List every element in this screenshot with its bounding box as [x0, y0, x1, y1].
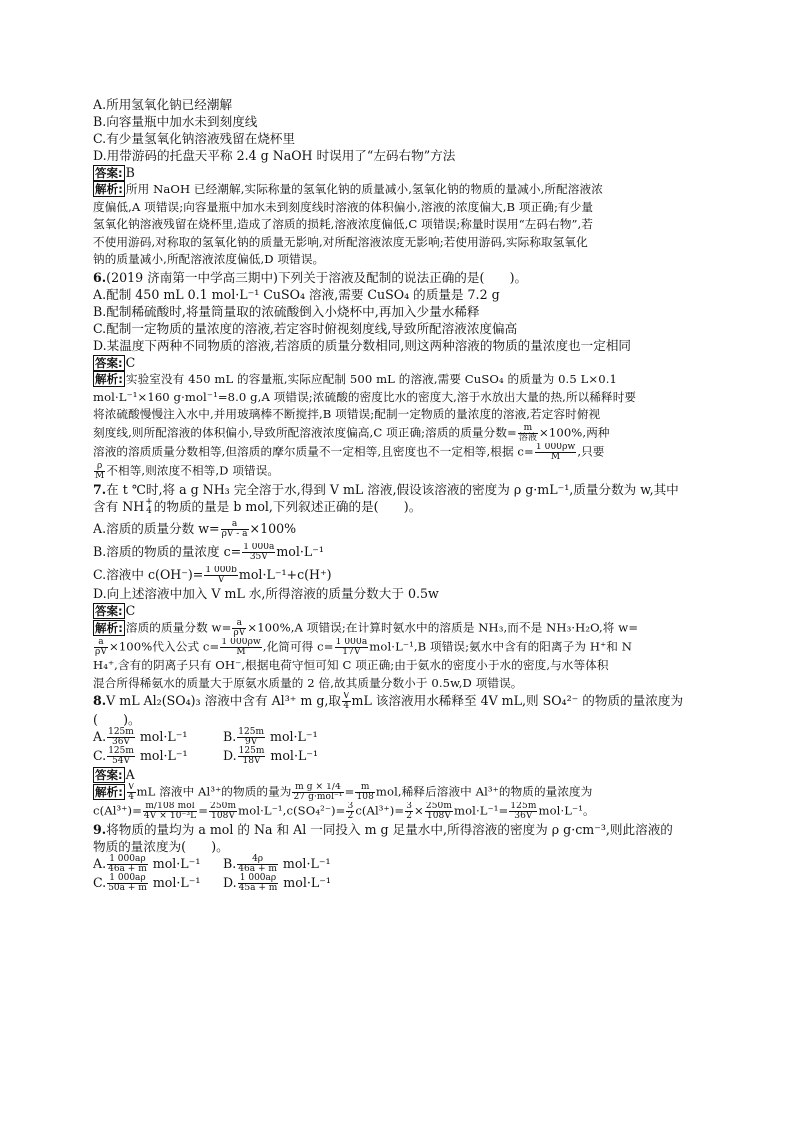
- frac-num: m: [355, 783, 374, 793]
- q7-explanation: [93, 619, 705, 692]
- q6-explanation: [93, 371, 705, 481]
- frac-den: 35V: [249, 552, 268, 563]
- frac-num: 1 000a: [243, 543, 275, 553]
- fraction: [342, 692, 351, 711]
- explanation-label: 解析:: [95, 371, 123, 386]
- option-label: D.: [223, 748, 237, 764]
- q8-expl-text: =: [198, 803, 209, 818]
- frac-den: 36V: [514, 811, 533, 822]
- explanation-label: 解析:: [95, 784, 123, 799]
- frac-den: 45a + m: [238, 883, 278, 894]
- answer-label: 答案:: [95, 604, 123, 619]
- q6-expl-text: 刻度线,则所配溶液的体积偏小,导致所配溶液浓度偏高,C 项正确;溶质的质量分数=: [93, 425, 517, 440]
- fraction: [405, 802, 413, 821]
- q6-expl-line: mol·L⁻¹×160 g·mol⁻¹=8.0 g,A 项错误;浓硫酸的密度比水的密度大,溶于水放出大量的热,所以稀释时要: [93, 389, 637, 404]
- q8-expl-line: [93, 802, 705, 821]
- q8-option-a: [93, 728, 223, 747]
- q5-expl-line: 所用 NaOH 已经潮解,实际称量的氢氧化钠的质量减小,氢氧化钠的物质的量减小,所配溶液浓: [125, 182, 603, 196]
- q5-explanation: [93, 181, 705, 269]
- frac-den: ρV: [95, 647, 107, 658]
- q7-option-b: [93, 543, 705, 562]
- frac-num: 4ρ: [237, 855, 278, 865]
- q6-expl-text: ,只要: [577, 444, 605, 459]
- frac-den: 溶液: [518, 432, 538, 443]
- ion-charge: + 4: [145, 497, 153, 517]
- frac-num: m g × 1/4: [292, 783, 343, 793]
- frac-num: 125m: [510, 802, 537, 812]
- q5-expl-line: 度偏低,A 项错误;向容量瓶中加水未到刻度线时溶液的体积偏小,溶液的浓度偏大,B 项正确;有少量: [93, 199, 594, 214]
- frac-den: ρV: [233, 628, 246, 639]
- unit: mol·L⁻¹: [139, 748, 188, 764]
- frac-num: 125m: [238, 746, 265, 757]
- fraction: [107, 747, 135, 766]
- unit: mol·L⁻¹: [283, 875, 331, 891]
- fraction: [107, 855, 148, 874]
- explanation-label: 解析:: [95, 620, 123, 635]
- frac-num: 1 000a: [335, 638, 368, 648]
- q6-expl-line: [93, 462, 705, 481]
- frac-den: M: [95, 470, 105, 481]
- q7-number: 7.: [93, 481, 107, 497]
- frac-den: 9V: [245, 737, 258, 748]
- q9-option-d: [223, 874, 331, 893]
- q8-options-row1: [93, 728, 705, 747]
- frac-den: 108V: [211, 811, 236, 822]
- q7-opt-text: mol·L⁻¹: [276, 544, 324, 560]
- fraction: [238, 874, 279, 893]
- q5-expl-line: 不使用游码,对称取的氢氧化钠的质量无影响,对所配溶液浓度无影响;若使用游码,实际称取氢氧化: [93, 234, 588, 249]
- q7-expl-line: H₄⁺,含有的阴离子只有 OH⁻,根据电荷守恒可知 C 项正确;由于氨水的密度小于水的密度,与水等体积: [93, 658, 609, 673]
- q7-answer: [93, 602, 705, 619]
- q5-answer: [93, 164, 705, 181]
- q8-options-row2: [93, 747, 705, 766]
- q6-expl-line: 将浓硫酸慢慢注入水中,并用玻璃棒不断搅拌,B 项错误;配制一定物质的量浓度的溶液,若定容时俯视: [93, 407, 601, 422]
- frac-num: m: [518, 424, 538, 434]
- q5-option-a: A.所用氢氧化钠已经潮解: [93, 97, 233, 112]
- frac-num: 1 000aρ: [238, 874, 279, 884]
- q8-stem-line2: ( )。: [93, 712, 141, 728]
- q6-expl-line: [93, 424, 705, 443]
- q8-option-b: [223, 728, 318, 747]
- fraction: [346, 802, 354, 821]
- fraction: [221, 520, 249, 539]
- fraction: [94, 462, 105, 481]
- frac-den: V: [217, 575, 225, 586]
- option-label: B.: [223, 729, 237, 745]
- q8-number: 8.: [93, 693, 107, 709]
- q8-stem: [93, 692, 705, 711]
- q6-option-d: D.某温度下两种不同物质的溶液,若溶质的质量分数相同,则这两种溶液的物质的量浓度也一定相同: [93, 337, 632, 353]
- q9-option-a: [93, 855, 223, 874]
- q8-answer-value: A: [125, 767, 135, 783]
- q8-expl-text: =: [344, 784, 355, 799]
- q5-expl-line: 氢氧化钠溶液残留在烧杯里,造成了溶质的损耗,溶液浓度偏低,C 项错误;称量时误用“左码右物”,若: [93, 217, 594, 232]
- frac-den: 50a + m: [108, 883, 147, 894]
- q9-stem-line2: 物质的量浓度为( )。: [93, 839, 229, 855]
- frac-num: a: [232, 619, 246, 629]
- fraction: [237, 728, 265, 747]
- frac-num: V: [343, 692, 350, 702]
- document-page: [93, 96, 705, 893]
- q7-opt-text: C.溶液中 c(OH⁻)=: [93, 567, 204, 583]
- frac-den: 4: [343, 701, 350, 712]
- frac-num: 125m: [108, 746, 134, 757]
- q9-stem-text: 将物质的量均为 a mol 的 Na 和 Al 一同投入 m g 足量水中,所得溶液的密度为 ρ g·cm⁻³,则此溶液的: [106, 822, 673, 838]
- fraction: [143, 802, 197, 821]
- q9-options-row1: [93, 855, 705, 874]
- answer-label: 答案:: [95, 166, 123, 180]
- frac-den: 2: [406, 811, 413, 822]
- option-label: D.: [223, 875, 237, 891]
- q8-stem-text: mL 该溶液用水稀释至 4V mL,则 SO₄²⁻ 的物质的量浓度为: [351, 693, 684, 709]
- q6-expl-text: 不相等,则浓度不相等,D 项错误。: [106, 463, 280, 478]
- q7-expl-text: ×100%,A 项错误;在计算时氨水中的溶质是 NH₃,而不是 NH₃·H₂O,将 w=: [247, 620, 639, 635]
- q5-options: [93, 96, 705, 164]
- unit: mol·L⁻¹: [152, 856, 201, 872]
- q6-answer: [93, 354, 705, 371]
- q7-opt-text: A.溶质的质量分数 w=: [93, 521, 220, 537]
- q6-stem: [93, 269, 705, 286]
- option-label: A.: [93, 729, 107, 745]
- fraction: [335, 638, 369, 657]
- q6-expl-text: 溶液的溶质质量分数相等,但溶质的摩尔质量不一定相等,且密度也不一定相等,根据 c=: [93, 444, 534, 459]
- q7-opt-text: B.溶质的物质的量浓度 c=: [93, 544, 242, 560]
- q8-expl-text: c(Al³⁺)=: [93, 803, 142, 818]
- option-label: B.: [223, 856, 237, 872]
- frac-num: 250m: [425, 802, 452, 812]
- q5-option-c: C.有少量氢氧化钠溶液残留在烧杯里: [93, 131, 296, 146]
- q7-expl-text: 溶质的质量分数 w=: [125, 620, 232, 635]
- option-label: A.: [93, 856, 107, 872]
- q7-answer-value: C: [125, 603, 136, 619]
- q6-option-c: C.配制一定物质的量浓度的溶液,若定容时俯视刻度线,导致所配溶液浓度偏高: [93, 320, 518, 336]
- answer-label: 答案:: [95, 355, 123, 370]
- frac-num: 1 000b: [205, 566, 237, 576]
- q7-expl-line: [93, 638, 705, 657]
- fraction: [292, 783, 343, 802]
- frac-den: 46a + m: [108, 864, 147, 875]
- fraction: [425, 802, 453, 821]
- fraction: [209, 802, 237, 821]
- q8-explanation: [93, 783, 705, 821]
- q7-stem-text: 的物质的量是 b mol,下列叙述正确的是( )。: [153, 498, 422, 514]
- q8-expl-text: mol,稀释后溶液中 Al³⁺的物质的量浓度为: [375, 784, 593, 799]
- option-label: C.: [93, 875, 107, 891]
- q8-expl-text: mol·L⁻¹。: [538, 803, 595, 818]
- q6-stem-text: (2019 济南第一中学高三期中)下列关于溶液及配制的说法正确的是( )。: [106, 269, 528, 285]
- q7-expl-text: ×100%代入公式 c=: [109, 639, 220, 654]
- q7-expl-line: 混合所得稀氨水的质量大于原氨水质量的 2 倍,故其质量分数小于 0.5w,D 项错误。: [93, 675, 523, 690]
- unit: mol·L⁻¹: [152, 875, 201, 891]
- q8-expl-text: mol·L⁻¹=: [454, 803, 509, 818]
- unit: mol·L⁻¹: [282, 856, 331, 872]
- q7-option-d: D.向上述溶液中加入 V mL 水,所得溶液的质量分数大于 0.5w: [93, 586, 439, 602]
- frac-den: 27 g·mol⁻¹: [293, 792, 343, 803]
- q8-answer: [93, 766, 705, 783]
- frac-num: V: [127, 783, 135, 793]
- q9-number: 9.: [93, 822, 107, 838]
- frac-den: 18V: [242, 756, 261, 767]
- fraction: [107, 728, 135, 747]
- frac-num: 125m: [108, 727, 134, 738]
- frac-den: 54V: [112, 756, 131, 767]
- frac-num: 1 000aρ: [107, 874, 148, 884]
- q5-option-b: B.向容量瓶中加水未到刻度线: [93, 114, 258, 129]
- frac-den: 108V: [426, 811, 451, 822]
- q9-stem: [93, 821, 705, 838]
- frac-den: 36V: [111, 737, 130, 748]
- frac-den: 46a + m: [238, 864, 277, 875]
- frac-num: m/108 mol: [143, 802, 197, 812]
- q8-expl-text: mol·L⁻¹,c(SO₄²⁻)=: [238, 803, 346, 818]
- q9-option-b: [223, 855, 331, 874]
- q6-expl-line: 实验室没有 450 mL 的容量瓶,实际应配制 500 mL 的溶液,需要 CuSO₄ 的质量为 0.5 L×0.1: [125, 371, 617, 386]
- frac-num: 3: [347, 802, 354, 812]
- q7-expl-text: mol·L⁻¹,B 项错误;氨水中含有的阳离子为 H⁺和 N: [369, 639, 632, 654]
- q9-option-c: [93, 874, 223, 893]
- q6-expl-line: [93, 443, 705, 462]
- fraction: [535, 443, 576, 462]
- q7-opt-text: ×100%: [249, 521, 297, 537]
- fraction: [127, 783, 136, 802]
- q8-option-d: [223, 747, 318, 766]
- q7-expl-text: ,化简可得 c=: [262, 639, 334, 654]
- fraction: [509, 802, 537, 821]
- frac-num: 3: [406, 802, 413, 812]
- unit: mol·L⁻¹: [270, 748, 319, 764]
- q6-option-b: B.配制稀硫酸时,将量筒量取的浓硫酸倒入小烧杯中,再加入少量水稀释: [93, 303, 480, 319]
- answer-label: 答案:: [95, 768, 123, 783]
- q7-stem-text: 在 t ℃时,将 a g NH₃ 完全溶于水,得到 V mL 溶液,假设该溶液的密度为 ρ g·mL⁻¹,质量分数为 w,其中: [106, 481, 679, 497]
- frac-num: ρ: [94, 462, 105, 472]
- q6-option-a: A.配制 450 mL 0.1 mol·L⁻¹ CuSO₄ 溶液,需要 CuSO₄ 的质量是 7.2 g: [93, 286, 500, 302]
- explanation-label: 解析:: [95, 182, 123, 196]
- q8-expl-text: ×: [414, 803, 424, 818]
- q5-expl-line: 钠的质量减小,所配溶液浓度偏低,D 项错误。: [93, 252, 325, 267]
- q5-option-d: D.用带游码的托盘天平称 2.4 g NaOH 时误用了“左码右物”方法: [93, 148, 456, 163]
- option-label: C.: [93, 748, 107, 764]
- fraction: [238, 747, 266, 766]
- fraction: [242, 543, 275, 562]
- q7-stem: [93, 481, 705, 498]
- fraction: [220, 638, 261, 657]
- frac-den: 17V: [342, 647, 361, 658]
- q6-answer-value: C: [125, 354, 136, 370]
- q5-answer-value: B: [125, 165, 135, 180]
- fraction: [355, 783, 374, 802]
- fraction: [518, 424, 538, 443]
- q7-option-a: [93, 520, 705, 539]
- frac-den: 4: [128, 792, 135, 803]
- q9-options-row2: [93, 874, 705, 893]
- q8-option-c: [93, 747, 223, 766]
- frac-num: 1 000aρ: [107, 855, 148, 865]
- frac-den: M: [550, 451, 561, 462]
- fraction: [237, 855, 278, 874]
- frac-num: a: [94, 638, 108, 648]
- frac-den: 4V × 10⁻³L: [143, 811, 197, 822]
- frac-num: 250m: [210, 802, 237, 812]
- frac-den: 2: [347, 811, 354, 822]
- frac-num: 125m: [238, 727, 264, 738]
- unit: mol·L⁻¹: [139, 729, 188, 745]
- frac-den: ρV - a: [221, 529, 248, 540]
- q8-expl-text: c(Al³⁺)=: [355, 803, 405, 818]
- frac-num: 1 000ρw: [535, 442, 576, 452]
- unit: mol·L⁻¹: [270, 729, 318, 745]
- q6-number: 6.: [93, 269, 107, 285]
- q7-stem-text: 含有 NH: [93, 498, 145, 514]
- q8-stem-text: V mL Al₂(SO₄)₃ 溶液中含有 Al³⁺ m g,取: [106, 693, 342, 709]
- q7-opt-text: mol·L⁻¹+c(H⁺): [238, 567, 332, 583]
- q6-expl-text: ×100%,两种: [539, 425, 610, 440]
- fraction: [232, 619, 246, 638]
- fraction: [107, 874, 148, 893]
- fraction: [204, 566, 238, 585]
- frac-den: 108: [356, 792, 374, 803]
- q7-option-c: [93, 566, 705, 585]
- frac-num: a: [221, 520, 249, 530]
- fraction: [94, 638, 108, 657]
- q7-stem-line2: [93, 498, 705, 517]
- frac-num: 1 000ρw: [221, 638, 261, 648]
- q8-expl-text: mL 溶液中 Al³⁺的物质的量为: [136, 784, 292, 799]
- frac-den: M: [236, 647, 246, 658]
